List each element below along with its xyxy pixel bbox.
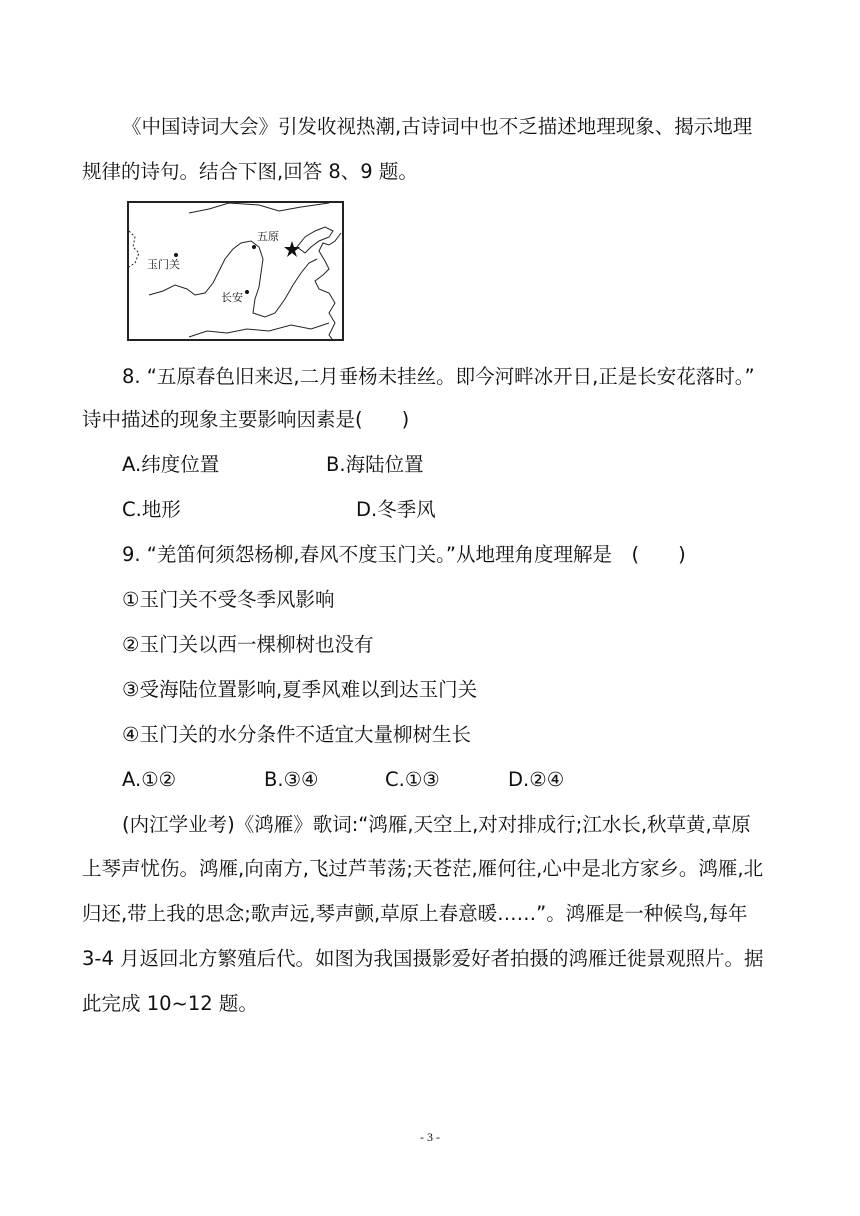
q9-option-c: C.①③	[385, 768, 440, 791]
map-label-yumenguan: 玉门关	[147, 258, 180, 271]
q9-item-4: ④玉门关的水分条件不适宜大量柳树生长	[122, 723, 471, 746]
passage-line-4: 3-4 月返回北方繁殖后代。如图为我国摄影爱好者拍摄的鸿雁迁徙景观照片。据	[82, 947, 764, 970]
q8-stem-line-1: 8. “五原春色旧来迟,二月垂杨未挂丝。即今河畔冰开日,正是长安花落时。”	[122, 365, 755, 388]
west-border	[129, 231, 139, 267]
page-number: - 3 -	[420, 1130, 440, 1144]
yumenguan-dot	[174, 253, 178, 257]
map-figure	[127, 201, 344, 341]
q9-option-d: D.②④	[508, 768, 565, 791]
q9-stem: 9. “羌笛何须怨杨柳,春风不度玉门关。”从地理角度理解是 ( )	[122, 543, 686, 566]
q9-item-1: ①玉门关不受冬季风影响	[122, 588, 335, 611]
q9-item-3: ③受海陆位置影响,夏季风难以到达玉门关	[122, 678, 478, 701]
q8-option-a: A.纬度位置	[122, 453, 220, 476]
q8-stem-line-2: 诗中描述的现象主要影响因素是( )	[82, 408, 410, 431]
q9-option-a: A.①②	[122, 768, 177, 791]
q8-option-c: C.地形	[122, 498, 181, 521]
map-drawing	[129, 203, 344, 341]
passage-line-5: 此完成 10~12 题。	[82, 992, 258, 1015]
intro-line-2: 规律的诗句。结合下图,回答 8、9 题。	[82, 160, 418, 183]
q8-option-d: D.冬季风	[356, 498, 436, 521]
q8-option-b: B.海陆位置	[326, 453, 424, 476]
yangtze-river	[189, 323, 329, 337]
map-label-changan: 长安	[221, 291, 243, 304]
passage-line-2: 上琴声忧伤。鸿雁,向南方,飞过芦苇荡;天苍茫,雁何往,心中是北方家乡。鸿雁,北	[82, 857, 764, 880]
capital-star-icon	[284, 241, 300, 257]
passage-line-3: 归还,带上我的思念;歌声远,琴声颤,草原上春意暖……”。鸿雁是一种候鸟,每年	[82, 902, 748, 925]
wuyuan-dot	[252, 245, 256, 249]
passage-line-1: (内江学业考)《鸿雁》歌词:“鸿雁,天空上,对对排成行;江水长,秋草黄,草原	[122, 813, 751, 836]
intro-line-1: 《中国诗词大会》引发收视热潮,古诗词中也不乏描述地理现象、揭示地理	[122, 115, 753, 138]
peninsula-outline	[297, 227, 333, 253]
q9-option-b: B.③④	[264, 768, 319, 791]
coastline	[315, 233, 341, 341]
q9-item-2: ②玉门关以西一棵柳树也没有	[122, 633, 374, 656]
changan-dot	[245, 290, 249, 294]
map-label-wuyuan: 五原	[257, 230, 279, 243]
north-border	[189, 203, 329, 213]
